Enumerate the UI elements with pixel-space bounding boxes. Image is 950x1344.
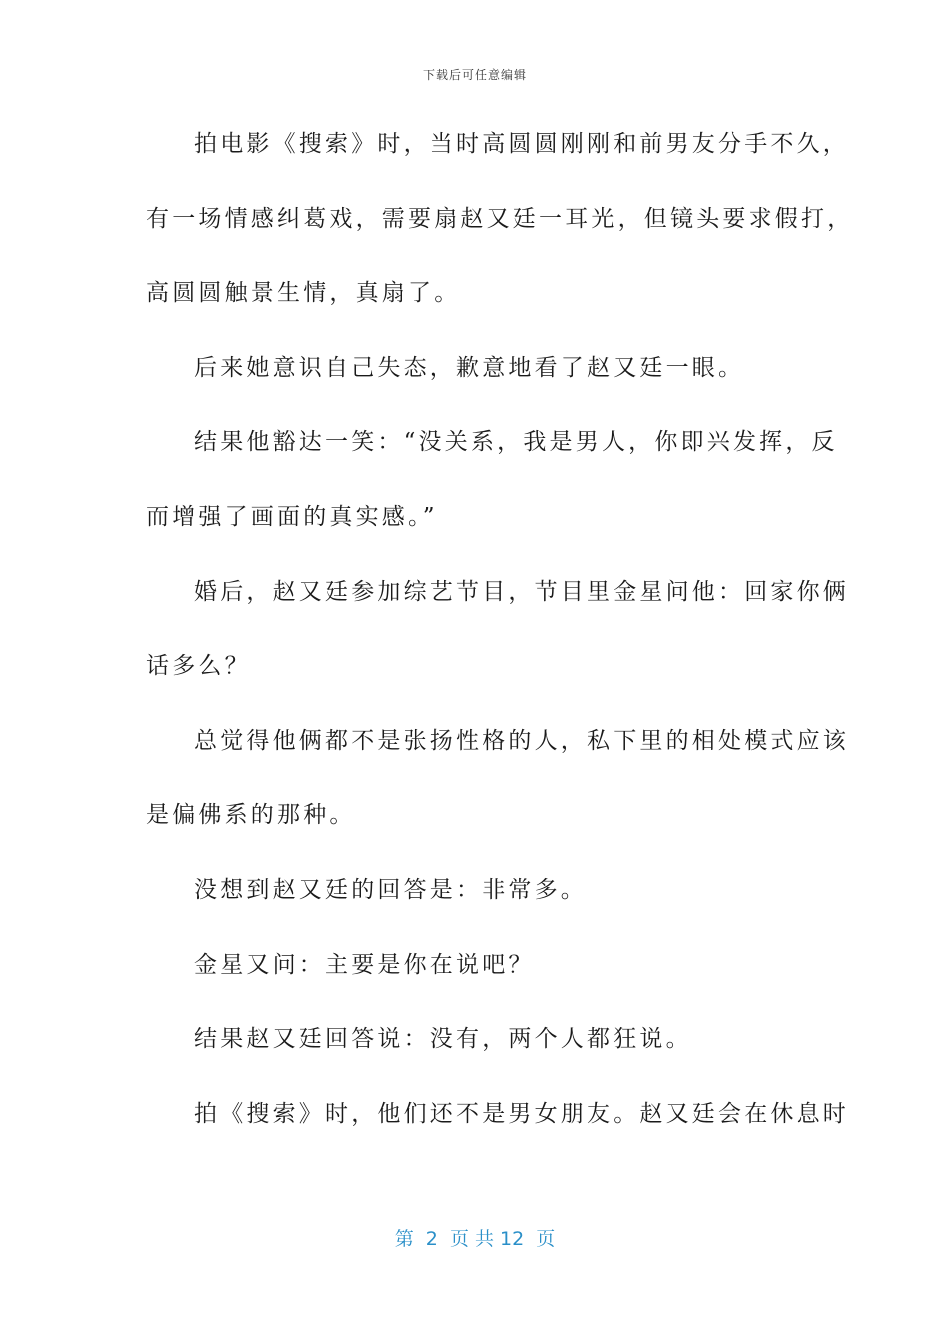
- text-line-1: 拍电影《搜索》时，当时高圆圆刚刚和前男友分手不久，: [194, 131, 849, 157]
- page-number-footer: 第 2 页 共 12 页: [394, 1228, 556, 1250]
- text-line-13: 结果赵又廷回答说：没有，两个人都狂说。: [194, 1026, 692, 1053]
- text-line-14: 拍《搜索》时，他们还不是男女朋友。赵又廷会在休息时: [194, 1100, 849, 1127]
- text-line-2: 有一场情感纠葛戏，需要扇赵又廷一耳光，但镜头要求假打，: [146, 205, 854, 232]
- text-line-10: 是偏佛系的那种。: [146, 802, 356, 829]
- text-line-5: 结果他豁达一笑：“没关系，我是男人，你即兴发挥，反: [194, 429, 838, 456]
- text-line-7: 婚后，赵又廷参加综艺节目，节目里金星问他：回家你俩: [194, 578, 849, 605]
- text-line-3: 高圆圆触景生情，真扇了。: [146, 280, 461, 307]
- text-line-11: 没想到赵又廷的回答是：非常多。: [194, 876, 587, 903]
- text-line-12: 金星又问：主要是你在说吧？: [194, 951, 535, 978]
- text-line-8: 话多么？: [146, 653, 251, 680]
- text-line-6: 而增强了画面的真实感。”: [146, 503, 438, 530]
- text-line-9: 总觉得他俩都不是张扬性格的人，私下里的相处模式应该: [194, 727, 849, 754]
- text-line-4: 后来她意识自己失态，歉意地看了赵又廷一眼。: [194, 354, 745, 381]
- document-body: [146, 118, 854, 1162]
- page-header: 下载后可任意编辑: [422, 68, 527, 82]
